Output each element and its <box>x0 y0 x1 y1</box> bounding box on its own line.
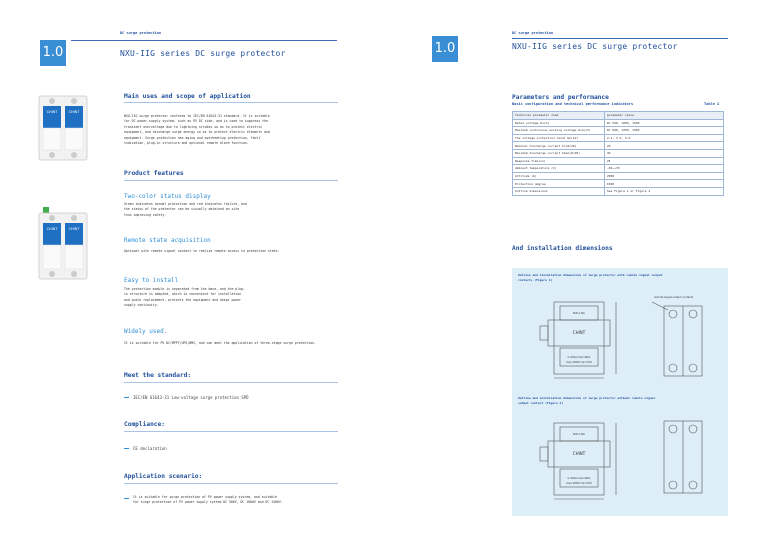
main-uses-text: NXU-IIG surge protector conforms to IEC/EN 61643-31 standard. It is suitable for DC power-supply system, such as PV DC side, and is used to suppress the transient overvoltage due to lightning strokes so as to protect electric equipment, and discharge surge energy so as to protect electric elements and equipment. Surge protection has aging and overheating protection, fault indication, plug-in structure and optional remote alarm function. <box>124 114 270 146</box>
feature-text-status: Green indicates normal protection and red indicates failure, and the status of the protector can be visually obtained on site thus improving safety. <box>124 202 247 217</box>
drawing-spec-label: Ucpv:1000V Up:3.5kV <box>565 361 593 364</box>
params-subheading: Basic configuration and technical performance indicators <box>512 102 634 106</box>
divider <box>124 102 338 103</box>
drawing-model-label: NXU-IIG <box>573 432 585 436</box>
table-header-cell: parameter value <box>604 112 723 120</box>
features-heading: Product features <box>124 170 184 177</box>
main-uses-heading: Main uses and scope of application <box>124 93 251 100</box>
divider <box>124 180 338 181</box>
drawing-brand-label: CHINT <box>572 330 586 335</box>
scenario-heading: Application scenario: <box>124 473 203 480</box>
table-row: Maximum continuous working voltage Ucpv(V) DC 600, 1200, 1500 <box>513 127 724 135</box>
table-row: Rated voltage Un(V) DC 500, 1000, 1500 <box>513 119 724 127</box>
drawing-brand-label: CHINT <box>572 451 586 456</box>
table-number: Table 1 <box>704 102 720 106</box>
page-title: NXU-IIG series DC surge protector <box>512 42 678 51</box>
page-number-badge: 1.0 <box>432 36 458 62</box>
drawing-spec-label: Ucpv:1000V Up:3.5kV <box>565 482 593 485</box>
table-row: Response time(ns) 25 <box>513 157 724 165</box>
bullet-dash-icon <box>124 498 129 499</box>
page-number-badge: 1.0 <box>40 40 66 66</box>
divider <box>124 382 338 383</box>
drawing-spec-label: In:20kA Imax:40kA <box>567 356 591 359</box>
device-brand-label: CHINT <box>68 227 80 231</box>
table-row: Ambient temperature (C) -40~+70 <box>513 165 724 173</box>
feature-title-remote: Remote state acquisition <box>124 237 211 244</box>
drawing-spec-label: In:20kA Imax:40kA <box>567 477 591 480</box>
header-rule <box>71 40 337 41</box>
feature-text-install: The protection module is separated from the base, and the plug- in structure is adopted, which is convenient for installation and quick replacement, protects the equipment and keeps power supply continuity. <box>124 287 245 308</box>
compliance-item: CE declaration <box>124 446 167 451</box>
dimensions-heading: And installation dimensions <box>512 245 613 252</box>
table-row: Outline dimensions See Figure 1 or Figure 2 <box>513 187 724 195</box>
standard-heading: Meet the standard: <box>124 372 192 379</box>
figure2-drawing <box>534 415 724 507</box>
feature-title-status: Two-color status display <box>124 193 211 200</box>
divider <box>124 431 338 432</box>
device-image-standard <box>35 205 91 283</box>
bullet-dash-icon <box>124 448 129 449</box>
header-rule <box>512 38 728 39</box>
feature-title-install: Easy to install <box>124 277 179 284</box>
device-brand-label: CHINT <box>46 110 58 114</box>
right-page <box>384 0 768 546</box>
section-label: DC surge protection <box>512 31 554 35</box>
compliance-heading: Compliance: <box>124 421 165 428</box>
table-row: Altitude (m) 2000 <box>513 172 724 180</box>
bullet-dash-icon <box>124 397 129 398</box>
standard-item: IEC/EN 61643-31 Low-voltage surge protection SPD <box>124 395 249 400</box>
figure2-caption: Outline and installation dimensions of surge protector without remote signal output contact (Figure 2) <box>518 396 656 405</box>
table-header-row <box>513 112 724 120</box>
params-heading: Parameters and performance <box>512 94 609 101</box>
device-image-remote <box>35 92 91 164</box>
table-row: Protection degree IP20 <box>513 180 724 188</box>
drawing-model-label: NXU-IIG <box>573 311 585 315</box>
device-brand-label: CHINT <box>46 227 58 231</box>
figure1-caption: Outline and installation dimensions of surge protector with remote signal output contacts (Figure 1) <box>518 273 663 282</box>
table-row: Maximum discharge current Imax(8/20) 40 <box>513 149 724 157</box>
device-brand-label: CHINT <box>68 110 80 114</box>
params-table <box>512 111 724 196</box>
feature-title-widely: Widely used. <box>124 328 168 335</box>
feature-text-widely: It is suitable for PV DC/MPPT/UPS/BMS, and can meet the application of three-stage surge protection. <box>124 341 316 345</box>
table-header-cell: Technical parameter item <box>513 112 605 120</box>
divider <box>124 483 338 484</box>
table-row: Nominal discharge current In(8/20) 20 <box>513 142 724 150</box>
remote-contacts-label: remote signal output contacts <box>654 296 694 299</box>
scenario-item: It is suitable for surge protection of PV power supply system, and suitable for surge protection of PV power supply system DC 500V, DC 1000V and DC 1500V. <box>124 495 353 506</box>
table-row: The voltage protection level Up(kV) 2.4, 3.5, 5.0 <box>513 134 724 142</box>
page-title: NXU-IIG series DC surge protector <box>120 49 286 58</box>
feature-text-remote: Optional with remote signal contact to realize remote access to protection state. <box>124 249 280 253</box>
section-label: DC surge protection <box>120 31 162 35</box>
figure1-drawing <box>534 292 724 384</box>
